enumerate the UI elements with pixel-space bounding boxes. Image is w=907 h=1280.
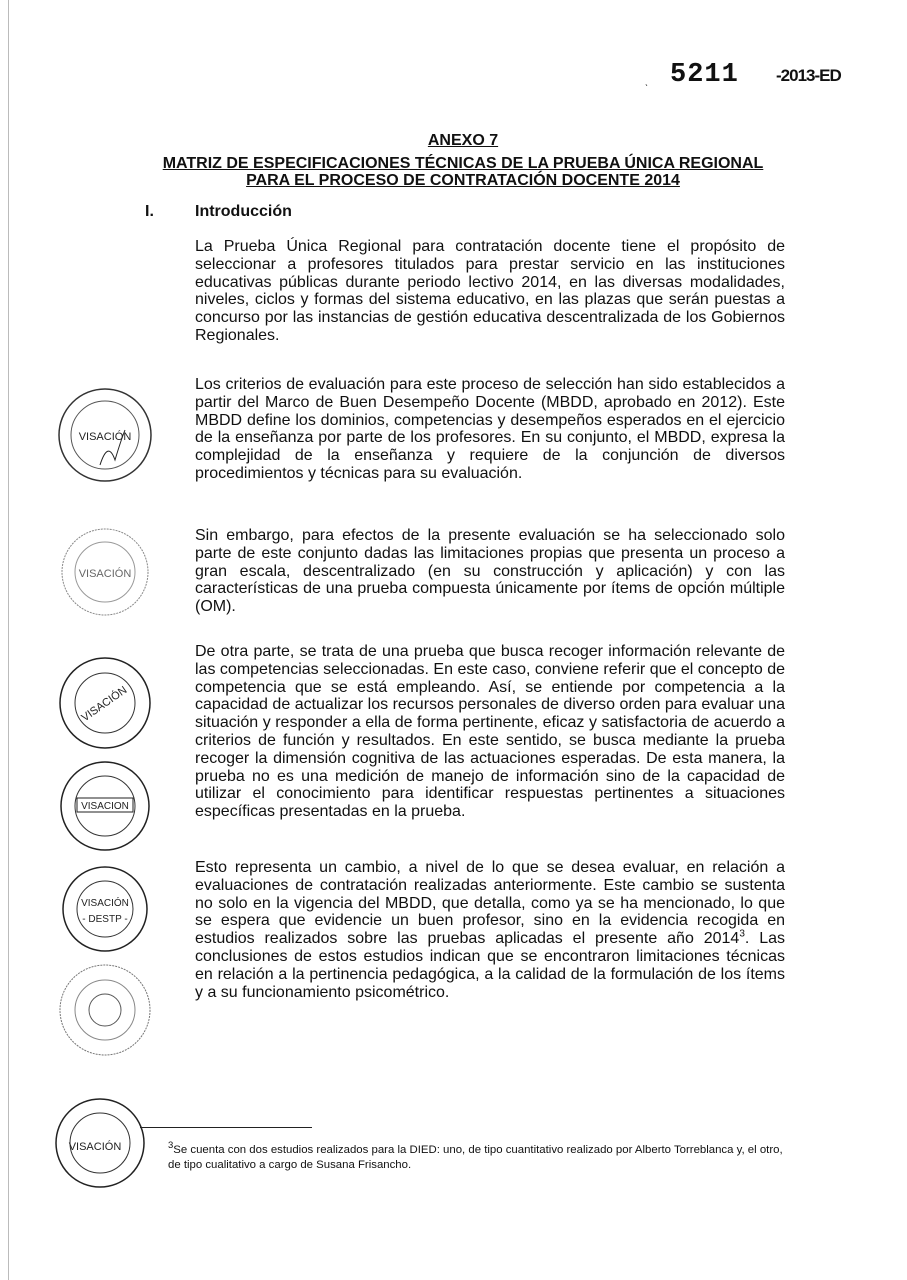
svg-text:VISACIÓN: VISACIÓN [79, 684, 130, 725]
annex-title: ANEXO 7 [427, 132, 499, 149]
footnote [168, 1140, 793, 1173]
svg-text:VISACIÓN: VISACIÓN [78, 568, 132, 580]
main-title-line1: MATRIZ DE ESPECIFICACIONES TÉCNICAS DE LA PRUEBA ÚNICA REGIONAL [162, 155, 764, 172]
stamp-seal-3 [55, 655, 155, 755]
paragraph-5: Esto representa un cambio, a nivel de lo que se desea evaluar, en relación a evaluaciones de contratación realizadas anteriormente. Este cambio se sustenta no solo en la vigencia del MBDD, que detalla, como ya se ha mencionado, lo que se espera que evidencie un buen profesor, sino en la evidencia recogida en estudios realizados sobre las pruebas aplicadas el presente año 2014$^3$. Las conclusiones de estos estudios indican que se encontraron limitaciones técnicas en relación a la pertinencia pedagógica, a la calidad de la formulación de los ítems y a su funcionamiento psicométrico. [195, 859, 786, 1001]
document-suffix: -2013-ED [776, 66, 841, 85]
scan-edge [8, 0, 9, 1280]
stamp-seal-7 [40, 1098, 160, 1193]
stamp-seal-1 [55, 385, 155, 485]
svg-text:VISACIÓN: VISACIÓN [68, 1141, 122, 1153]
paragraph-3: Sin embargo, para efectos de la presente evaluación se ha seleccionado solo parte de este conjunto dadas las limitaciones propias que presenta un proceso a gran escala, descentralizado (en su construcción y aplicación) y con las características de una prueba compuesta únicamente por ítems de opción múltiple (OM). [195, 527, 785, 616]
svg-text:VISACION: VISACION [81, 801, 129, 812]
section-number: I. [145, 203, 154, 220]
stamp-seal-2 [55, 525, 155, 620]
footnote-marker: 3 [168, 1140, 174, 1152]
footnote-divider [140, 1127, 312, 1128]
paragraph-5-text: Esto representa un cambio, a nivel de lo que se desea evaluar, en relación a evaluaciones de contratación realizadas anteriormente. Este cambio se sustenta no solo en la vigencia del MBDD, que detalla, como ya se ha mencionado, lo que se espera que evidencie un buen profesor, sino en la evidencia recogida en estudios realizados sobre las pruebas aplicadas el presente año 2014 [195, 859, 785, 948]
stamp-seal-4 [55, 758, 155, 858]
scan-mark: ˎ [645, 76, 649, 87]
paragraph-2: Los criterios de evaluación para este proceso de selección han sido establecidos a partir del Marco de Buen Desempeño Docente (MBDD, aprobado en 2012). Este MBDD define los dominios, competencias y desempeños esperados en el ejercicio de la enseñanza por parte de los profesores. En su conjunto, el MBDD, expresa la complejidad de la enseñanza y requiere de la conjunción de diversos procedimientos y técnicas para su evaluación. [195, 376, 785, 482]
main-title [140, 155, 786, 189]
document-number: 5211 [670, 60, 739, 90]
svg-text:- DESTP -: - DESTP - [82, 914, 128, 925]
footnote-text: Se cuenta con dos estudios realizados para la DIED: uno, de tipo cuantitativo realizado por Alberto Torreblanca y, el otro, de tipo cualitativo a cargo de Susana Frisancho. [168, 1144, 783, 1171]
paragraph-5-cont: Las conclusiones de estos estudios indican que se encontraron limitaciones técnicas en relación a la pertinencia pedagógica, a la calidad de la formulación de los ítems y a su funcionamiento psicométrico. [195, 930, 786, 1001]
footnote-ref: 3 [739, 928, 745, 940]
main-title-line2: PARA EL PROCESO DE CONTRATACIÓN DOCENTE 2014 [246, 172, 680, 189]
stamp-seal-5 [55, 862, 155, 957]
stamp-seal-6 [55, 962, 155, 1062]
paragraph-4: De otra parte, se trata de una prueba que busca recoger información relevante de las competencias seleccionadas. En este caso, conviene referir que el concepto de competencia que se está empleando. Así, se entiende por competencia a la capacidad de actualizar los recursos personales de diverso orden para evaluar una situación y responder a ella de forma pertinente, eficaz y satisfactoria de acuerdo a criterios de función y resultados. En este sentido, se busca mediante la prueba recoger la dimensión cognitiva de las actuaciones esperadas. De esta manera, la prueba no es una medición de manejo de información sino de la capacidad de utilizar el conocimiento para identificar respuestas pertinentes a situaciones específicas presentadas en la prueba. [195, 643, 785, 821]
svg-text:VISACIÓN: VISACIÓN [81, 898, 129, 909]
section-title: Introducción [195, 203, 292, 220]
paragraph-1: La Prueba Única Regional para contratación docente tiene el propósito de seleccionar a profesores titulados para prestar servicio en las instituciones educativas públicas durante periodo lectivo 2014, en las diversas modalidades, niveles, ciclos y formas del sistema educativo, en las plazas que serán puestas a concurso por las instancias de gestión educativa descentralizada de los Gobiernos Regionales. [195, 238, 785, 344]
svg-text:VISACIÓN: VISACIÓN [78, 431, 132, 443]
